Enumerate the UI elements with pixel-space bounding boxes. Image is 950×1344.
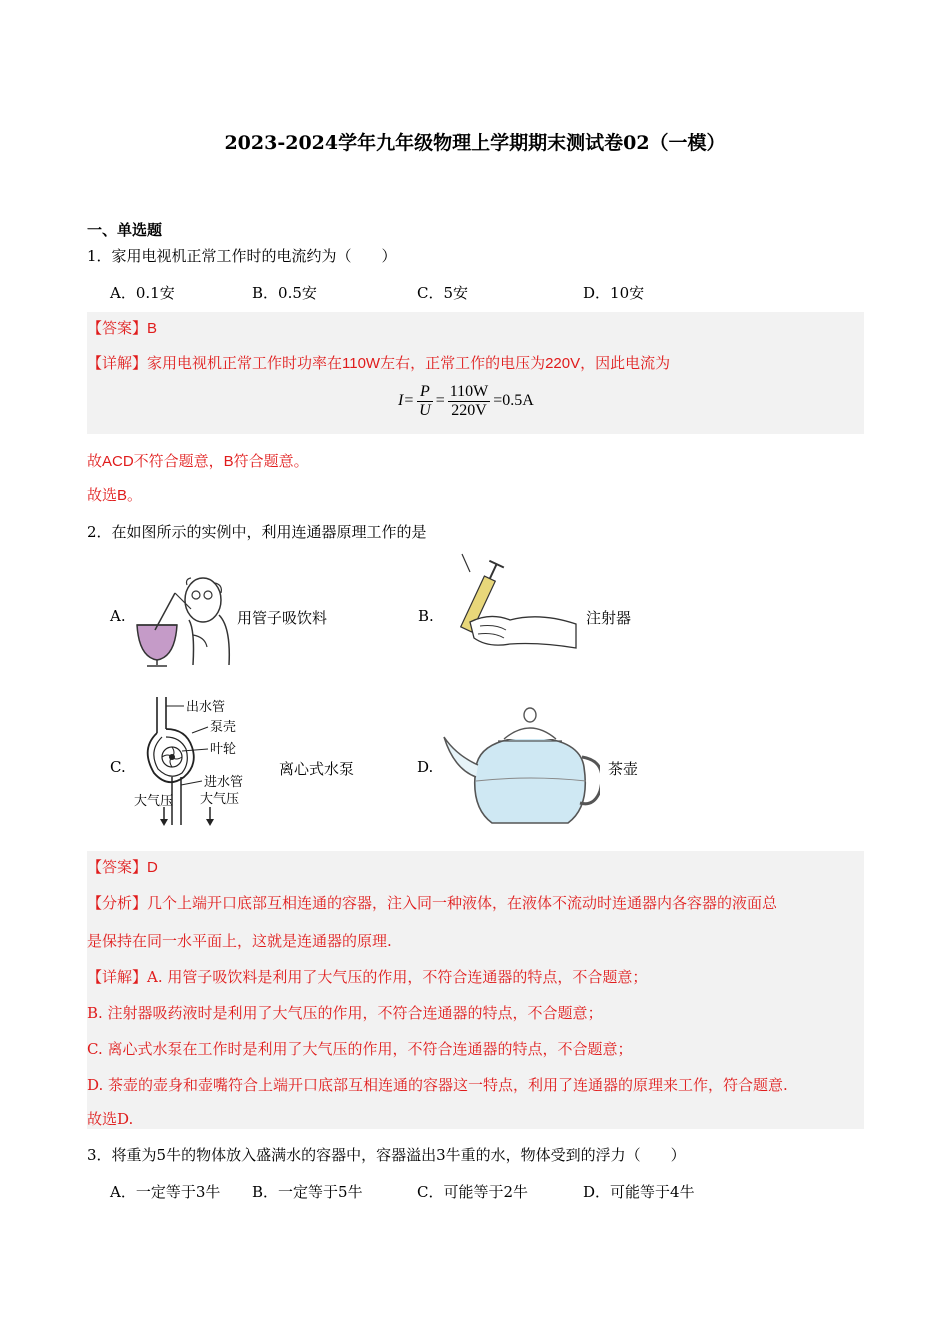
section-heading: 一、单选题 xyxy=(87,221,163,239)
q2-conclusion: 故选D. xyxy=(87,1110,134,1128)
syringe-illustration xyxy=(440,552,580,652)
q2-option-a-letter: A. xyxy=(110,607,126,625)
q2-detail-b: B. 注射器吸药液时是利用了大气压的作用，不符合连通器的特点，不合题意； xyxy=(87,1004,603,1022)
q1-line3: 故ACD不符合题意，B符合题意。 xyxy=(87,453,309,470)
q2-stem: 2．在如图所示的实例中，利用连通器原理工作的是 xyxy=(87,523,427,541)
q1-option-c: C．5安 xyxy=(417,284,469,302)
pump-label-atm-left: 大气压 xyxy=(134,794,174,809)
pump-label-outlet: 出水管 xyxy=(186,700,226,715)
q1-option-b: B．0.5安 xyxy=(252,284,317,302)
q2-detail-a xyxy=(87,966,647,987)
pump-label-inlet: 进水管 xyxy=(204,775,244,790)
q2-option-c-caption: 离心式水泵 xyxy=(279,760,355,778)
q2-detail-a-text: A. 用管子吸饮料是利用了大气压的作用，不符合连通器的特点，不合题意； xyxy=(147,968,648,986)
q2-option-c-letter: C. xyxy=(110,758,126,776)
q2-detail-c: C. 离心式水泵在工作时是利用了大气压的作用，不符合连通器的特点，不合题意； xyxy=(87,1040,633,1058)
q2-detail-d: D. 茶壶的壶身和壶嘴符合上端开口底部互相连通的容器这一特点，利用了连通器的原理来工作，符合题意. xyxy=(87,1076,788,1094)
teapot-illustration xyxy=(440,695,600,833)
q2-option-d-caption: 茶壶 xyxy=(608,760,639,778)
formula-fraction-pu: $\frac{P}{U}$ xyxy=(419,383,431,419)
q2-analysis-line2: 是保持在同一水平面上，这就是连通器的原理. xyxy=(87,932,392,950)
q1-stem: 1．家用电视机正常工作时的电流约为（ ） xyxy=(87,247,397,265)
q2-detail-tag: 【详解】 xyxy=(87,968,148,986)
q2-analysis-line1 xyxy=(87,892,777,913)
q2-analysis-tag: 【分析】 xyxy=(87,894,148,912)
formula-lhs: I= xyxy=(398,392,415,410)
q2-option-b-letter: B. xyxy=(418,607,434,625)
q1-formula xyxy=(398,383,534,420)
q2-answer: 【答案】D xyxy=(87,859,158,876)
formula-result: =0.5A xyxy=(493,392,534,410)
q2-option-b-caption: 注射器 xyxy=(586,609,632,627)
q1-line4: 故选B。 xyxy=(87,487,143,504)
centrifugal-pump-diagram xyxy=(132,693,262,829)
page-title: 2023-2024学年九年级物理上学期期末测试卷02（一模） xyxy=(224,132,726,154)
q2-analysis-text1: 几个上端开口底部互相连通的容器，注入同一种液体，在液体不流动时连通器内各容器的液面总 xyxy=(147,894,778,912)
q1-option-d: D．10安 xyxy=(583,284,645,302)
q1-answer: 【答案】B xyxy=(87,320,158,337)
q1-detail-tag: 【详解】 xyxy=(87,354,148,372)
q3-option-d: D．可能等于4牛 xyxy=(583,1183,695,1201)
q1-detail-text: 家用电视机正常工作时功率在110W左右，正常工作的电压为220V，因此电流为 xyxy=(147,355,671,372)
q2-option-a-caption: 用管子吸饮料 xyxy=(237,609,328,627)
q1-option-a: A．0.1安 xyxy=(110,284,175,302)
pump-label-atm-right: 大气压 xyxy=(200,792,240,807)
formula-fraction-values: $\frac{110W}{220V}$ xyxy=(449,383,489,419)
q3-stem: 3．将重为5牛的物体放入盛满水的容器中，容器溢出3牛重的水，物体受到的浮力（ ） xyxy=(87,1146,686,1164)
q1-detail xyxy=(87,352,670,373)
q2-option-d-letter: D. xyxy=(417,758,434,776)
q3-option-a: A．一定等于3牛 xyxy=(110,1183,221,1201)
q3-option-b: B．一定等于5牛 xyxy=(252,1183,363,1201)
pump-label-impeller: 叶轮 xyxy=(210,742,237,757)
pump-label-shell: 泵壳 xyxy=(210,720,237,735)
q3-option-c: C．可能等于2牛 xyxy=(417,1183,529,1201)
straw-drinking-illustration xyxy=(135,575,235,667)
formula-eq: = xyxy=(435,392,445,410)
